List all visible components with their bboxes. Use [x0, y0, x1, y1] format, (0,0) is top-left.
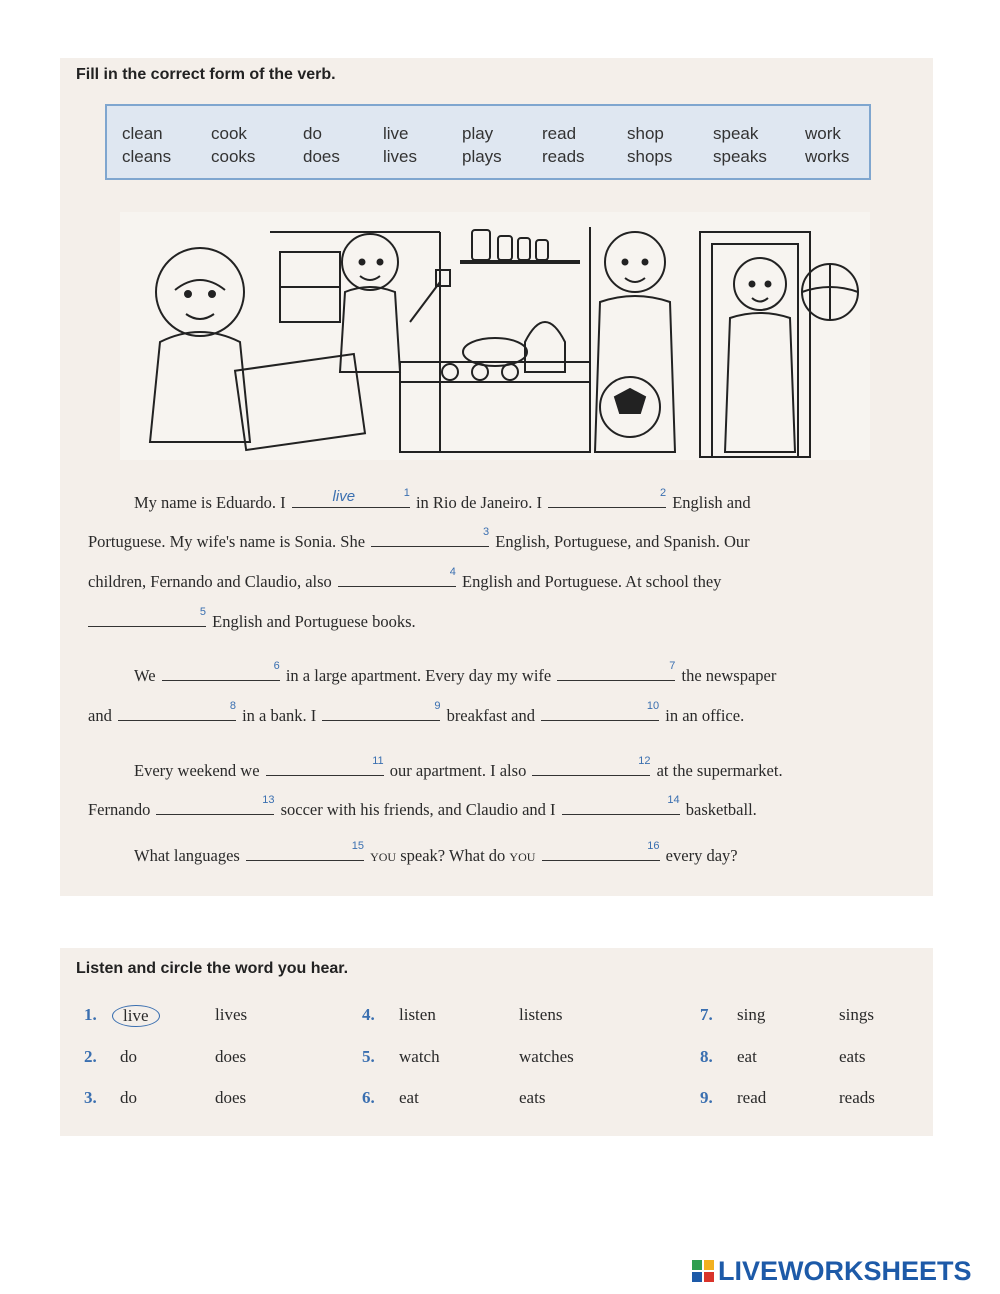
answer-blank-8[interactable] [118, 700, 236, 721]
blank-number: 15 [351, 840, 364, 852]
answer-blank-1[interactable] [292, 487, 410, 508]
passage-text: speak? What do [400, 846, 506, 865]
word-box-third: works [805, 147, 850, 166]
answer-blank-7[interactable] [557, 660, 676, 681]
item-number: 5. [362, 1047, 375, 1066]
word-box-base: play [462, 124, 494, 143]
answer-blank-13[interactable] [156, 794, 275, 815]
blank-number: 14 [667, 794, 680, 806]
passage-text: basketball. [685, 800, 757, 819]
blank-number: 3 [483, 526, 490, 538]
passage-text: at the supermarket. [656, 761, 783, 780]
choice-a[interactable]: watch [399, 1047, 440, 1066]
word-box-base: speak [713, 124, 759, 143]
answer-blank-14[interactable] [562, 794, 680, 815]
word-box-base: shop [627, 124, 664, 143]
choice-b[interactable]: watches [519, 1047, 574, 1066]
item-number: 8. [700, 1047, 713, 1066]
choice-b[interactable]: sings [839, 1005, 874, 1024]
passage-line-9 [134, 840, 738, 866]
liveworksheets-logo [692, 1254, 992, 1288]
blank-number: 7 [669, 660, 676, 672]
blank-number: 5 [199, 606, 206, 618]
blank-number: 16 [647, 840, 660, 852]
choice-b[interactable]: listens [519, 1005, 563, 1024]
choice-a[interactable]: do [120, 1047, 137, 1066]
passage-line-3 [88, 566, 722, 592]
choice-b[interactable]: eats [839, 1047, 866, 1066]
item-number: 2. [84, 1047, 97, 1066]
blank-number: 13 [262, 794, 275, 806]
passage-text: the newspaper [681, 666, 777, 685]
choice-a[interactable]: read [737, 1088, 767, 1107]
choice-b[interactable]: does [215, 1088, 247, 1107]
passage-text: My name is Eduardo. I [134, 493, 286, 512]
passage-line-6 [88, 700, 745, 726]
word-box-third: does [303, 147, 340, 166]
word-box-base: cook [211, 124, 247, 143]
verb-word-box [105, 104, 871, 180]
blank-number: 4 [449, 566, 456, 578]
passage-line-7 [134, 755, 783, 781]
word-box-third: shops [627, 147, 673, 166]
answer-example: live [332, 488, 356, 505]
word-box-third: lives [383, 147, 418, 166]
blank-number: 1 [403, 487, 410, 499]
word-box-third: cleans [122, 147, 172, 166]
item-number: 9. [700, 1088, 713, 1107]
exercise-1-heading: Fill in the correct form of the verb. [76, 66, 336, 83]
answer-blank-3[interactable] [371, 526, 490, 547]
passage-text-you: you [370, 846, 397, 865]
word-box-third: plays [462, 147, 502, 166]
passage-text: in an office. [665, 706, 745, 725]
item-number: 1. [84, 1005, 97, 1024]
blank-number: 12 [638, 755, 651, 767]
word-box-base: live [383, 124, 409, 143]
logo-mark-icon [692, 1260, 714, 1282]
answer-blank-11[interactable] [266, 755, 384, 776]
passage-text: English and [672, 493, 751, 512]
word-box-base: work [805, 124, 841, 143]
item-number: 7. [700, 1005, 713, 1024]
passage-line-4 [88, 606, 416, 632]
word-box-base: clean [122, 124, 163, 143]
item-number: 3. [84, 1088, 97, 1107]
choice-a[interactable]: do [120, 1088, 137, 1107]
blank-number: 6 [273, 660, 280, 672]
answer-blank-5[interactable] [88, 606, 206, 627]
word-box-third: speaks [713, 147, 767, 166]
blank-number: 10 [646, 700, 660, 712]
blank-number: 2 [659, 487, 667, 499]
choice-b[interactable]: lives [215, 1005, 248, 1024]
word-box-base: do [303, 124, 322, 143]
passage-text: our apartment. I also [389, 761, 527, 780]
exercise-2-heading: Listen and circle the word you hear. [76, 960, 349, 977]
passage-text: We [134, 666, 156, 685]
item-number: 6. [362, 1088, 375, 1107]
answer-blank-4[interactable] [338, 566, 456, 587]
passage-line-5 [134, 660, 777, 686]
choice-b[interactable]: eats [519, 1088, 546, 1107]
logo-text: LIVEWORKSHEETS [718, 1255, 972, 1286]
answer-blank-6[interactable] [162, 660, 280, 681]
choice-a-circled[interactable]: live [112, 1005, 160, 1027]
item-number: 4. [362, 1005, 375, 1024]
choice-b[interactable]: reads [839, 1088, 875, 1107]
passage-text: English, Portuguese, and Spanish. Our [495, 532, 750, 551]
passage-text: every day? [665, 846, 738, 865]
answer-blank-10[interactable] [541, 700, 660, 721]
word-box-base: read [542, 124, 577, 143]
passage-text: Every weekend we [134, 761, 260, 780]
passage-text: children, Fernando and Claudio, also [88, 572, 332, 591]
answer-blank-2[interactable] [548, 487, 667, 508]
choice-b[interactable]: does [215, 1047, 247, 1066]
passage-text: What languages [134, 846, 240, 865]
passage-text: soccer with his friends, and Claudio and I [280, 800, 556, 819]
answer-blank-15[interactable] [246, 840, 364, 861]
passage-text: in a large apartment. Every day my wife [285, 666, 552, 685]
word-box-third: reads [542, 147, 585, 166]
passage-text: English and Portuguese. At school they [462, 572, 722, 591]
passage-line-2 [88, 526, 750, 552]
choice-a[interactable]: eat [399, 1088, 419, 1107]
blank-number: 11 [372, 755, 384, 767]
family-illustration [120, 212, 870, 460]
word-box-third: cooks [211, 147, 256, 166]
passage-text: Fernando [88, 800, 151, 819]
passage-text-you: you [509, 846, 536, 865]
passage-text: Portuguese. My wife's name is Sonia. She [88, 532, 366, 551]
choice-a[interactable]: eat [737, 1047, 757, 1066]
blank-number: 9 [434, 700, 441, 712]
passage-text: English and Portuguese books. [212, 612, 416, 631]
passage-line-1 [134, 487, 751, 513]
choice-a[interactable]: listen [399, 1005, 436, 1024]
passage-text: in a bank. I [242, 706, 317, 725]
answer-blank-9[interactable] [322, 700, 441, 721]
passage-text: in Rio de Janeiro. I [415, 493, 542, 512]
blank-number: 8 [229, 700, 236, 712]
passage-text: breakfast and [446, 706, 535, 725]
choice-a[interactable]: sing [737, 1005, 766, 1024]
passage-line-8 [88, 794, 757, 820]
passage-text: and [88, 706, 112, 725]
answer-blank-12[interactable] [532, 755, 651, 776]
answer-blank-16[interactable] [542, 840, 660, 861]
